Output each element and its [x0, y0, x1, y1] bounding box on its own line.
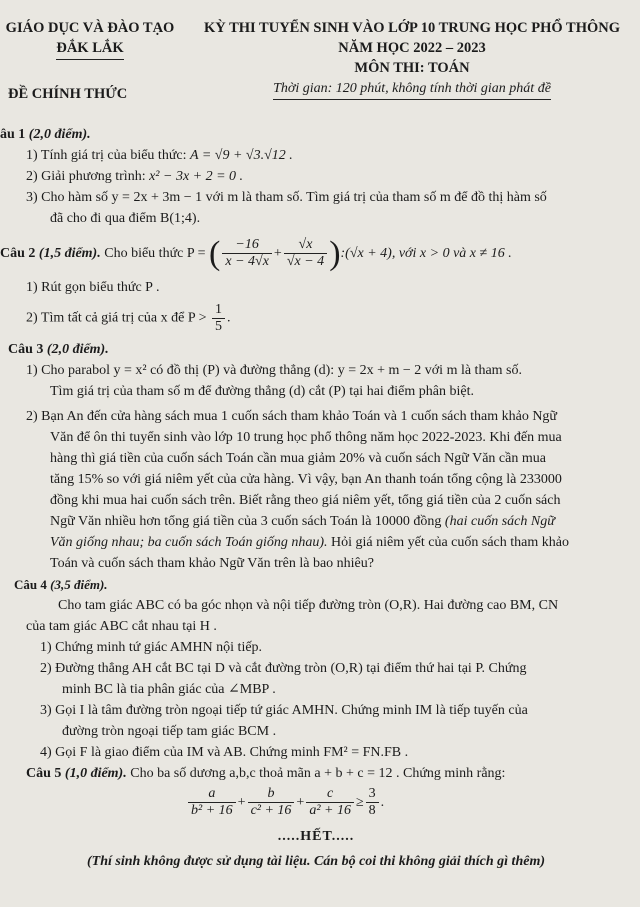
q4-points: (3,5 điểm). — [50, 577, 108, 592]
q1-title: âu 1 — [0, 127, 26, 142]
department-block — [0, 18, 180, 60]
department-line2: ĐẮK LẮK — [56, 38, 123, 60]
q2-tail: :(√x + 4), với x > 0 và x ≠ 16 . — [340, 246, 512, 261]
exam-time: Thời gian: 120 phút, không tính thời gian phát đề — [273, 79, 551, 100]
q2-intro: Cho biểu thức P = — [100, 246, 210, 261]
q4-heading — [0, 574, 632, 595]
q3-item2-line6: Ngữ Văn nhiều hơn tổng giá tiền của 3 cuốn sách Toán là 10000 đồng (hai cuốn sách Ngữ — [50, 514, 555, 529]
q2-heading: Câu 2 (1,5 điểm). Cho biểu thức P = ( $\frac{-16}{x - 4√x}$ + $\frac{√x}{√x - 4}$ ):(√x + 4), với x > 0 và x ≠ 16 . — [0, 234, 512, 272]
q5-intro: Cho ba số dương a,b,c thoả mãn a + b + c = 12 . Chứng minh rằng: — [126, 766, 506, 781]
q3-item2-line8: Toán và cuốn sách tham khảo Ngữ Văn trên là bao nhiêu? — [50, 556, 374, 571]
q5-heading — [0, 763, 632, 784]
q3-item2-line3: hàng thì giá tiền của cuốn sách Toán cần mua giảm 20% và cuốn sách Ngữ Văn cần mua — [50, 451, 546, 466]
q3-item2-line2: Văn để ôn thi tuyển sinh vào lớp 10 trung học phổ thông năm học 2022-2023. Khi đến mua — [50, 430, 562, 445]
end-marker: .....HẾT..... — [277, 829, 355, 844]
q3-item2-line4: tăng 15% so với giá niêm yết của cửa hàng. Vì vậy, bạn An thanh toán tổng cộng là 233000 — [50, 472, 562, 487]
q4-item3-line1: 3) Gọi I là tâm đường tròn ngoại tiếp tứ giác AMHN. Chứng minh IM là tiếp tuyến của — [40, 703, 528, 718]
q4-item2-line2: minh BC là tia phân giác của ∠MBP . — [62, 682, 276, 697]
exam-content — [0, 124, 632, 872]
q5-inequality: $\frac{a}{\text{b² + 16}}$ + $\frac{b}{\text{c² + 16}}$ + $\frac{c}{\text{a² + 16}}$ ≥ $\frac{3}{8}$ . — [0, 784, 632, 822]
q4-item3-line2: đường tròn ngoại tiếp tam giác BCM . — [62, 724, 277, 739]
q5-fraction2: $\frac{b}{\text{c² + 16}}$ — [248, 786, 295, 819]
q4-title: Câu 4 — [14, 577, 47, 592]
q5-fraction3: $\frac{c}{\text{a² + 16}}$ — [306, 786, 354, 819]
q3-points: (2,0 điểm). — [46, 342, 109, 357]
q2-item1: 1) Rút gọn biểu thức P . — [26, 280, 160, 295]
q3-item2-line7: Văn giống nhau; ba cuốn sách Toán giống nhau). Hỏi giá niêm yết của cuốn sách tham khảo — [50, 535, 569, 550]
q3-heading — [0, 339, 632, 360]
q5-title: Câu 5 — [26, 766, 62, 781]
q1-heading — [0, 124, 632, 145]
official-label: ĐỀ CHÍNH THỨC — [8, 86, 128, 102]
q3-item2-line5: đồng khi mua hai cuốn sách trên. Biết rằng theo giá niêm yết, tổng giá tiền của 2 cuốn sách — [50, 493, 561, 508]
q2-fraction2: $\frac{√x}{√x - 4}$ — [284, 237, 327, 270]
exam-title: KỲ THI TUYỂN SINH VÀO LỚP 10 TRUNG HỌC PHỔ THÔNG — [203, 20, 620, 36]
q3-item2-line1: 2) Bạn An đến cửa hàng sách mua 1 cuốn sách tham khảo Toán và 1 cuốn sách tham khảo Ngữ — [26, 409, 558, 424]
school-year: NĂM HỌC 2022 – 2023 — [338, 40, 486, 56]
q2-title: Câu 2 — [0, 246, 36, 261]
department-line1: GIÁO DỤC VÀ ĐÀO TẠO — [5, 20, 175, 36]
footer-note: (Thí sinh không được sử dụng tài liệu. Cán bộ coi thi không giải thích gì thêm) — [87, 854, 545, 869]
q5-fraction1: $\frac{a}{\text{b² + 16}}$ — [188, 786, 236, 819]
q4-item4: 4) Gọi F là giao điểm của IM và AB. Chứng minh FM² = FN.FB . — [40, 745, 409, 760]
q3-item1-line1: 1) Cho parabol y = x² có đồ thị (P) và đường thẳng (d): y = 2x + m − 2 với m là tham số. — [26, 363, 523, 378]
exam-title-block — [186, 18, 638, 100]
q4-intro-line1: Cho tam giác ABC có ba góc nhọn và nội tiếp đường tròn (O,R). Hai đường cao BM, CN — [58, 598, 559, 613]
q2-item2-fraction: $\frac{1}{5}$ — [212, 302, 225, 335]
q2-fraction1: $\frac{-16}{x - 4√x}$ — [222, 237, 272, 270]
subject: MÔN THI: TOÁN — [354, 60, 470, 76]
q1-item1-expr: A = √9 + √3.√12 . — [190, 148, 293, 163]
q1-item2: 2) Giải phương trình: x² − 3x + 2 = 0 . — [26, 169, 244, 184]
q1-points: (2,0 điểm). — [28, 127, 91, 142]
q5-result-fraction: $\frac{3}{8}$ — [366, 786, 379, 819]
q1-item3-line2: đã cho đi qua điểm B(1;4). — [50, 211, 201, 226]
q4-item2-line1: 2) Đường thẳng AH cắt BC tại D và cắt đường tròn (O,R) tại điểm thứ hai tại P. Chứng — [40, 661, 527, 676]
q2-item2: 2) Tìm tất cả giá trị của x để P > $\frac{1}{5}$ . — [26, 302, 231, 334]
q1-item1: 1) Tính giá trị của biểu thức: A = √9 + √3.√12 . — [26, 148, 293, 163]
q1-item3-line1: 3) Cho hàm số y = 2x + 3m − 1 với m là tham số. Tìm giá trị của tham số m để đồ thị hàm số — [26, 190, 547, 205]
q1-item2-expr: x² − 3x + 2 = 0 . — [149, 169, 244, 184]
q2-points: (1,5 điểm). — [38, 246, 101, 261]
q3-item1-line2: Tìm giá trị của tham số m để đường thẳng (d) cắt (P) tại hai điểm phân biệt. — [50, 384, 474, 399]
q5-points: (1,0 điểm). — [64, 766, 127, 781]
q4-intro-line2: của tam giác ABC cắt nhau tại H . — [26, 619, 217, 634]
q4-item1: 1) Chứng minh tứ giác AMHN nội tiếp. — [40, 640, 263, 655]
q3-title: Câu 3 — [8, 342, 44, 357]
